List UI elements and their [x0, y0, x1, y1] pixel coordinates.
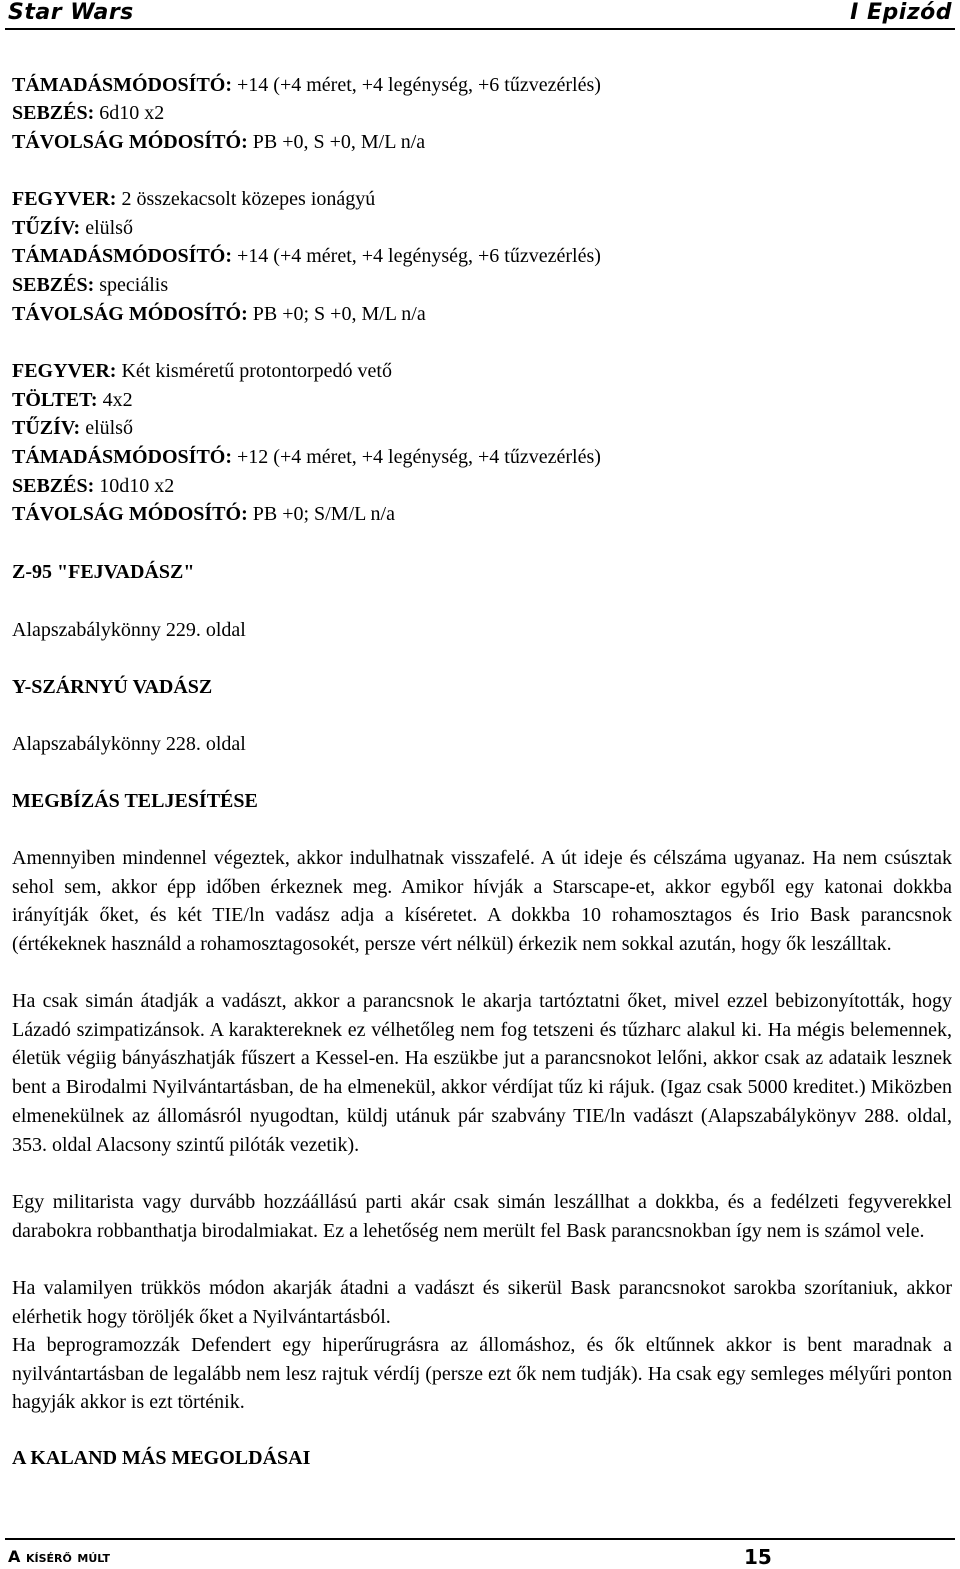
stat-line: TÁVOLSÁG MÓDOSÍTÓ: PB +0, S +0, M/L n/a: [12, 131, 426, 153]
stat-line: TŰZÍV: elülső: [12, 417, 133, 439]
footer-rule: [5, 1538, 955, 1540]
rule-reference: Alapszabálykönny 228. oldal: [12, 733, 246, 755]
stat-line: TÁVOLSÁG MÓDOSÍTÓ: PB +0; S/M/L n/a: [12, 503, 395, 525]
stat-line: TÁVOLSÁG MÓDOSÍTÓ: PB +0; S +0, M/L n/a: [12, 303, 426, 325]
body-paragraph: Egy militarista vagy durvább hozzáállású parti akár csak simán leszállhat a dokkba, és a fedélzeti fegyverekkel darabokra robbanthatja birodalmiakat. Ez a lehetőség nem merült fel Bask parancsnokban így nem is számol vele.: [12, 1191, 952, 1242]
section-heading: MEGBÍZÁS TELJESÍTÉSE: [12, 790, 258, 812]
header-episode: I Epizód: [850, 0, 952, 25]
stat-line: TÁMADÁSMÓDOSÍTÓ: +12 (+4 méret, +4 legénység, +4 tűzvezérlés): [12, 446, 601, 468]
footer-chapter: A kísérő múlt: [8, 1547, 110, 1566]
header-title: Star Wars: [8, 0, 134, 25]
stat-line: TÁMADÁSMÓDOSÍTÓ: +14 (+4 méret, +4 legénység, +6 tűzvezérlés): [12, 74, 601, 96]
stat-line: TÖLTET: 4x2: [12, 389, 133, 411]
section-heading: Z-95 "FEJVADÁSZ": [12, 561, 195, 583]
body-paragraph: Ha beprogramozzák Defendert egy hiperűrugrásra az állomáshoz, és ők eltűnnek akkor is bent maradnak a nyilvántartásban de legalább nem lesz rajtuk vérdíj (persze ezt ők nem tudják). Ha csak egy semleges mélyűri ponton hagyják akkor is ezt történik.: [12, 1334, 952, 1414]
page-number: 15: [744, 1545, 772, 1569]
header-rule: [5, 28, 955, 30]
stat-line: SEBZÉS: speciális: [12, 274, 169, 296]
stat-line: TŰZÍV: elülső: [12, 217, 133, 239]
body-paragraph: Ha valamilyen trükkös módon akarják átadni a vadászt és sikerül Bask parancsnokot sarokba szorítaniuk, akkor elérhetik hogy töröljék őket a Nyilvántartásból.: [12, 1277, 952, 1328]
stat-line: SEBZÉS: 6d10 x2: [12, 102, 165, 124]
rule-reference: Alapszabálykönny 229. oldal: [12, 619, 246, 641]
stat-line: FEGYVER: 2 összekacsolt közepes ionágyú: [12, 188, 376, 210]
section-heading: A KALAND MÁS MEGOLDÁSAI: [12, 1447, 311, 1469]
stat-line: TÁMADÁSMÓDOSÍTÓ: +14 (+4 méret, +4 legénység, +6 tűzvezérlés): [12, 245, 601, 267]
page-header: [0, 0, 960, 30]
body-paragraph: Ha csak simán átadják a vadászt, akkor a parancsnok le akarja tartóztatni őket, mivel ezzel bebizonyították, hogy Lázadó szimpatizánsok. A karaktereknek ez vélhetőleg nem fog tetszeni és tűzharc alakul ki. Ha mégis belemennek, életük végiig bányászhatják fűszert a Kessel-en. Ha eszükbe jut a parancsnokot lelőni, akkor csak az adataik lesznek bent a Birodalmi Nyilvántartásban, de ha elmenekül, akkor vérdíjat tűz ki rájuk. (Igaz csak 5000 kreditet.) Miközben elmenekülnek az állomásról nyugodtan, küldj utánuk pár szabvány TIE/ln vadászt (Alapszabálykönyv 288. oldal, 353. oldal Alacsony szintű pilóták vezetik).: [12, 990, 952, 1156]
section-heading: Y-SZÁRNYÚ VADÁSZ: [12, 676, 213, 698]
stat-line: SEBZÉS: 10d10 x2: [12, 475, 175, 497]
stat-line: FEGYVER: Két kisméretű protontorpedó vető: [12, 360, 392, 382]
page-footer: [0, 1538, 960, 1569]
body-paragraph: Amennyiben mindennel végeztek, akkor indulhatnak visszafelé. A út ideje és célszáma ugyanaz. Ha nem csúsztak sehol sem, akkor épp időben érkeznek meg. Amikor hívják a Starscape-et, akkor egyből egy katonai dokkba irányítják őket, és két TIE/ln vadász adja a kíséretet. A dokkba 10 rohamosztagos és Irio Bask parancsnok (értékeknek használd a rohamosztagosokét, persze vért nélkül) érkezik nem sokkal azután, hogy ők leszálltak.: [12, 847, 952, 956]
